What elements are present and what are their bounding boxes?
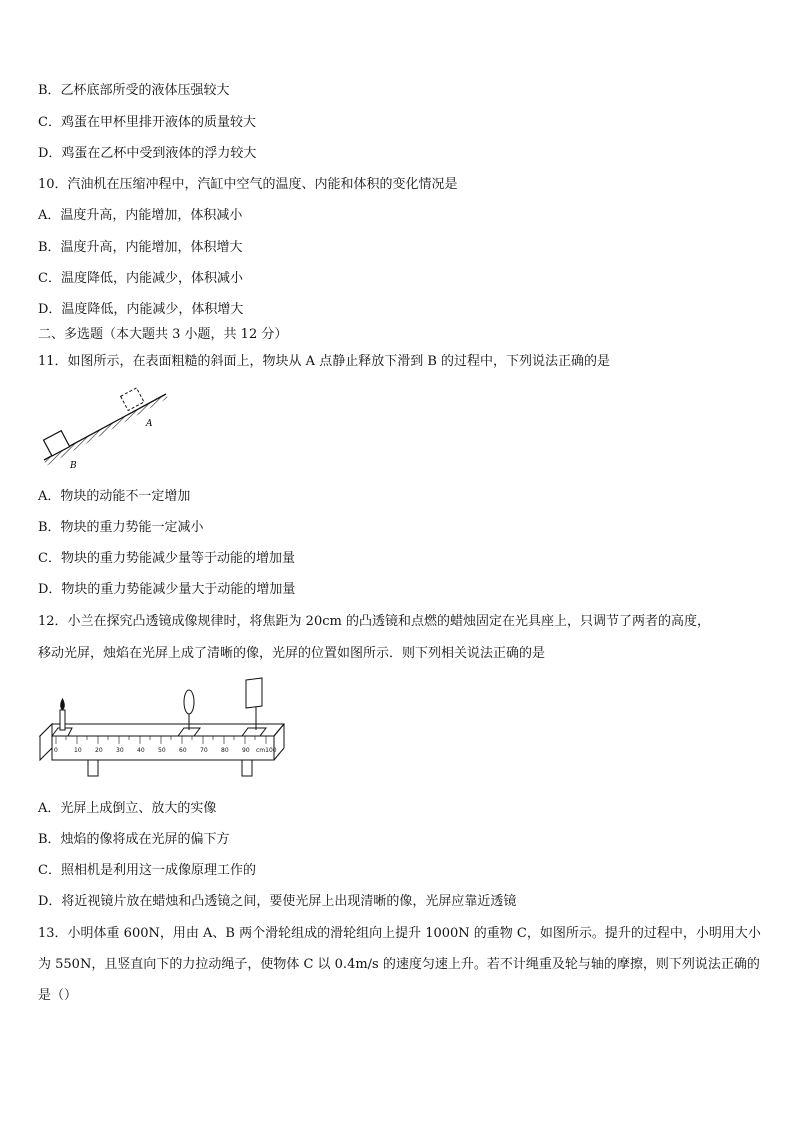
question-12-stem-line2: 移动光屏，烛焰在光屏上成了清晰的像，光屏的位置如图所示．则下列相关说法正确的是 xyxy=(38,646,546,661)
question-13-stem: 13．小明体重 600N，用由 A、B 两个滑轮组成的滑轮组向上提升 1000N 的重物 C，如图所示。提升的过程中，小明用大小为 550N，且竖直向下的力拉动绳子，使物体 C 以 0.4m/s 的速度匀速上升。若不计绳重及轮与轴的摩擦，则下列说法正确的是（） xyxy=(38,926,761,1003)
point-a-label: A xyxy=(146,419,153,429)
ruler-label: cm100 xyxy=(256,747,277,754)
bench-leg-right xyxy=(242,760,252,776)
option-line: B．乙杯底部所受的液体压强较大 xyxy=(38,83,230,98)
question-12-option-b: B．烛焰的像将成在光屏的偏下方 xyxy=(38,832,230,847)
incline-hatching xyxy=(44,394,168,466)
ruler-label: 80 xyxy=(221,747,229,754)
question-12-option-c: C．照相机是利用这一成像原理工作的 xyxy=(38,863,256,878)
question-12-option-a: A．光屏上成倒立、放大的实像 xyxy=(38,801,217,816)
bench-end-face xyxy=(40,724,52,760)
question-11-stem: 11．如图所示，在表面粗糙的斜面上，物块从 A 点静止释放下滑到 B 的过程中，下列说法正确的是 xyxy=(38,354,611,369)
option-line: D．鸡蛋在乙杯中受到液体的浮力较大 xyxy=(38,146,257,161)
question-10-option-a: A．温度升高，内能增加，体积减小 xyxy=(38,208,243,223)
convex-lens xyxy=(184,690,194,714)
question-10-option-d: D．温度降低，内能减少，体积增大 xyxy=(38,302,244,317)
light-screen xyxy=(246,678,262,708)
incline-figure xyxy=(40,382,170,472)
section-title: 二、多选题（本大题共 3 小题，共 12 分） xyxy=(38,327,288,342)
question-12-stem-line1: 12．小兰在探究凸透镜成像规律时，将焦距为 20cm 的凸透镜和点燃的蜡烛固定在光具座上，只调节了两者的高度， xyxy=(38,614,710,629)
ruler-label: 90 xyxy=(242,747,250,754)
question-11-option-b: B．物块的重力势能一定减小 xyxy=(38,520,204,535)
ruler-label: 70 xyxy=(200,747,208,754)
question-11-option-c: C．物块的重力势能减少量等于动能的增加量 xyxy=(38,551,295,566)
question-10-stem: 10．汽油机在压缩冲程中，汽缸中空气的温度、内能和体积的变化情况是 xyxy=(38,177,458,192)
ruler-label: 0 xyxy=(54,747,58,754)
question-11-option-d: D．物块的重力势能减少量大于动能的增加量 xyxy=(38,582,296,597)
ruler-label: 60 xyxy=(179,747,187,754)
optical-bench-figure xyxy=(36,676,286,786)
question-12-option-d: D．将近视镜片放在蜡烛和凸透镜之间，要使光屏上出现清晰的像，光屏应靠近透镜 xyxy=(38,894,517,909)
bench-leg-left xyxy=(88,760,98,776)
question-10-option-c: C．温度降低，内能减少，体积减小 xyxy=(38,271,243,286)
ruler-label: 20 xyxy=(95,747,103,754)
ruler-label: 10 xyxy=(74,747,82,754)
option-line: C．鸡蛋在甲杯里排开液体的质量较大 xyxy=(38,115,256,130)
ruler-label: 50 xyxy=(158,747,166,754)
candle-flame xyxy=(60,698,65,710)
point-b-label: B xyxy=(70,461,77,471)
ruler-label: 40 xyxy=(137,747,145,754)
candle xyxy=(60,710,65,730)
question-10-option-b: B．温度升高，内能增加，体积增大 xyxy=(38,240,243,255)
ruler-label: 30 xyxy=(116,747,124,754)
question-11-option-a: A．物块的动能不一定增加 xyxy=(38,489,191,504)
